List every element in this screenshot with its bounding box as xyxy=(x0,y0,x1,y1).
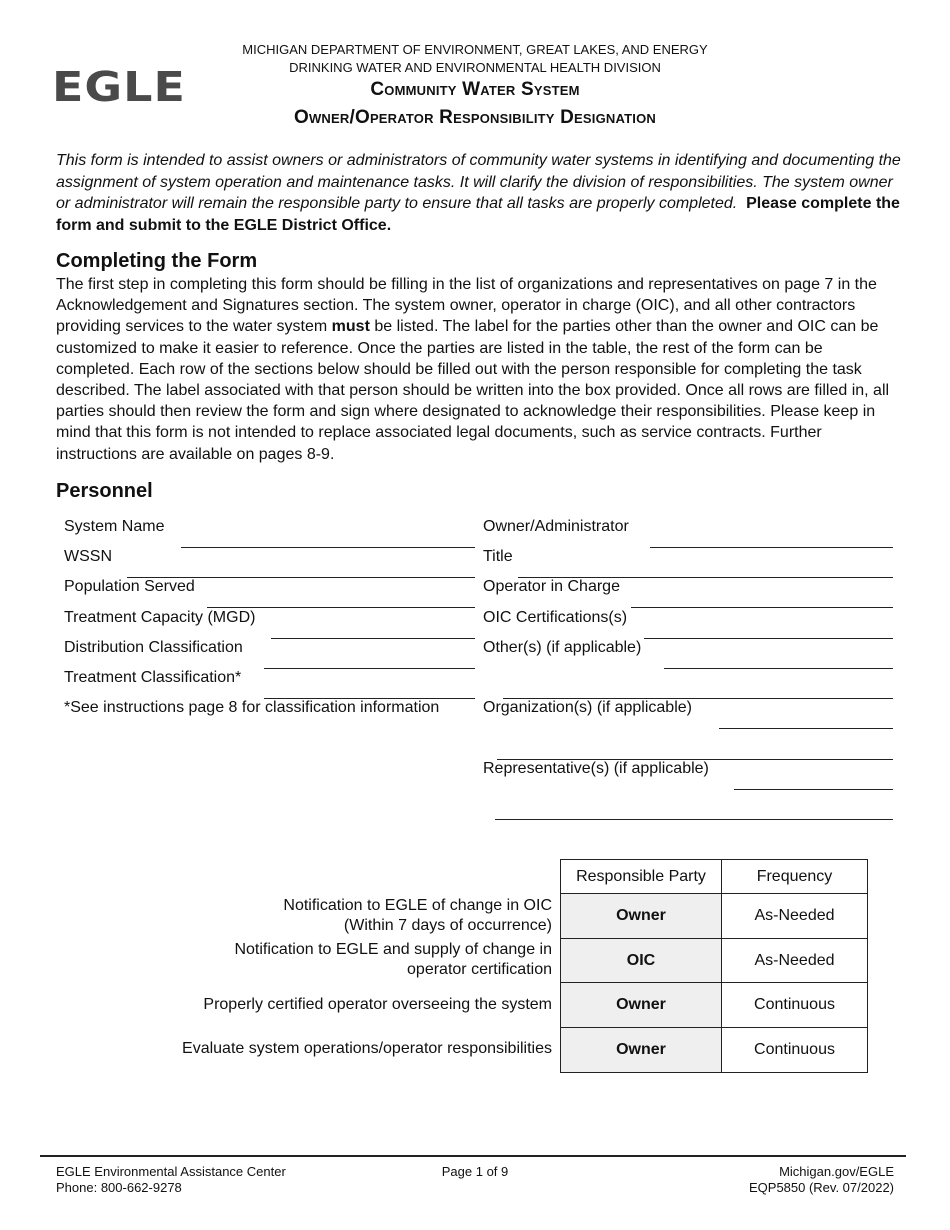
frequency-cell: Continuous xyxy=(722,983,868,1028)
task-line2: operator certification xyxy=(407,961,552,978)
footer-phone: Phone: 800-662-9278 xyxy=(56,1180,182,1195)
form-title-line2: Owner/Operator Responsibility Designation xyxy=(293,107,656,128)
distribution-classification-field[interactable] xyxy=(264,668,475,669)
table-row xyxy=(561,983,868,1028)
owner-administrator-label: Owner/Administrator xyxy=(483,518,629,535)
task-label xyxy=(283,896,552,936)
task-line1: Notification to EGLE of change in OIC xyxy=(283,897,552,914)
table-row xyxy=(561,938,868,983)
title-label: Title xyxy=(483,548,513,565)
system-name-field[interactable] xyxy=(181,547,475,548)
footer-page-number: Page 1 of 9 xyxy=(441,1164,509,1179)
wssn-label: WSSN xyxy=(64,548,112,565)
party-cell[interactable]: Owner xyxy=(561,1028,722,1073)
task-label xyxy=(203,995,552,1015)
oic-certifications-field[interactable] xyxy=(644,638,893,639)
footer-center-name: EGLE Environmental Assistance Center xyxy=(56,1164,286,1179)
others-field-2[interactable] xyxy=(503,698,893,699)
task-line2: (Within 7 days of occurrence) xyxy=(343,917,552,934)
form-title-line1: Community Water System xyxy=(370,79,580,100)
owner-administrator-field[interactable] xyxy=(650,547,893,548)
intro-paragraph xyxy=(56,150,901,236)
department-name: MICHIGAN DEPARTMENT OF ENVIRONMENT, GREAT LAKES, AND ENERGY xyxy=(242,42,708,57)
intro-bold-text: Please complete the form and submit to the EGLE District Office. xyxy=(56,195,900,234)
completing-text-after: be listed. The label for the parties other than the owner and OIC can be customized to make it easier to reference. Once the parties are listed in the table, the rest of the form can be completed. Each row of the sections below should be filled out with the person responsible for completing the task described. The label associated with that person should be written into the box provided. Once all rows are filled in, all parties should then review the form and sign where designated to acknowledge their responsibilities. Please keep in mind that this form is not intended to replace associated legal documents, such as service contracts. Further instructions are available on pages 8-9. xyxy=(56,318,890,463)
treatment-classification-label: Treatment Classification* xyxy=(64,669,242,686)
table-row xyxy=(561,1028,868,1073)
treatment-classification-field[interactable] xyxy=(264,698,475,699)
operator-in-charge-label: Operator in Charge xyxy=(483,578,620,595)
distribution-classification-label: Distribution Classification xyxy=(64,639,243,656)
organizations-field-2[interactable] xyxy=(497,759,893,760)
title-field[interactable] xyxy=(518,577,893,578)
task-line1: Evaluate system operations/operator responsibilities xyxy=(182,1040,552,1057)
population-served-label: Population Served xyxy=(64,578,195,595)
representatives-field-1[interactable] xyxy=(734,789,893,790)
completing-heading: Completing the Form xyxy=(56,250,258,272)
col-header-frequency: Frequency xyxy=(722,860,868,894)
representatives-field-2[interactable] xyxy=(495,819,893,820)
task-line1: Properly certified operator overseeing the system xyxy=(203,996,552,1013)
oic-certifications-label: OIC Certifications(s) xyxy=(483,609,628,626)
footer-right xyxy=(749,1164,894,1196)
party-cell[interactable]: OIC xyxy=(561,938,722,983)
population-served-field[interactable] xyxy=(207,607,475,608)
representatives-label: Representative(s) (if applicable) xyxy=(483,760,709,777)
footer-website[interactable]: Michigan.gov/EGLE xyxy=(779,1164,894,1179)
wssn-field[interactable] xyxy=(127,577,475,578)
table-header-row xyxy=(561,860,868,894)
organizations-label: Organization(s) (if applicable) xyxy=(483,699,692,716)
completing-paragraph xyxy=(56,274,901,465)
frequency-cell: As-Needed xyxy=(722,894,868,939)
treatment-capacity-label: Treatment Capacity (MGD) xyxy=(64,609,256,626)
frequency-cell: Continuous xyxy=(722,1028,868,1073)
party-cell[interactable]: Owner xyxy=(561,894,722,939)
party-cell[interactable]: Owner xyxy=(561,983,722,1028)
task-label xyxy=(234,940,552,980)
others-field-1[interactable] xyxy=(664,668,893,669)
division-name: DRINKING WATER AND ENVIRONMENTAL HEALTH DIVISION xyxy=(289,60,661,75)
footer-form-id: EQP5850 (Rev. 07/2022) xyxy=(748,1180,894,1195)
others-label: Other(s) (if applicable) xyxy=(483,639,642,656)
responsibility-table xyxy=(560,859,868,1073)
task-label xyxy=(182,1039,552,1059)
completing-text-bold: must xyxy=(331,318,370,336)
task-line1: Notification to EGLE and supply of change in xyxy=(234,941,552,958)
intro-italic-text: This form is intended to assist owners or administrators of community water systems in identifying and documenting the assignment of system operation and maintenance tasks. It will clarify the division of responsibilities. The system owner or administrator will remain the responsible party to ensure that all tasks are properly completed. xyxy=(56,152,901,212)
system-name-label: System Name xyxy=(64,518,165,535)
treatment-capacity-field[interactable] xyxy=(271,638,475,639)
personnel-heading: Personnel xyxy=(56,480,153,502)
operator-in-charge-field[interactable] xyxy=(631,607,893,608)
table-row xyxy=(561,894,868,939)
classification-note: *See instructions page 8 for classification information xyxy=(64,699,440,716)
organizations-field-1[interactable] xyxy=(719,728,893,729)
col-header-party: Responsible Party xyxy=(561,860,722,894)
egle-logo: EGLE xyxy=(52,62,186,111)
frequency-cell: As-Needed xyxy=(722,938,868,983)
footer-divider xyxy=(40,1155,906,1157)
completing-text-before: The first step in completing this form should be filling in the list of organizations and representatives on page 7 in the Acknowledgement and Signatures section. The system owner, operator in charge (OIC), and all other contractors providing services to the water system xyxy=(56,276,877,336)
